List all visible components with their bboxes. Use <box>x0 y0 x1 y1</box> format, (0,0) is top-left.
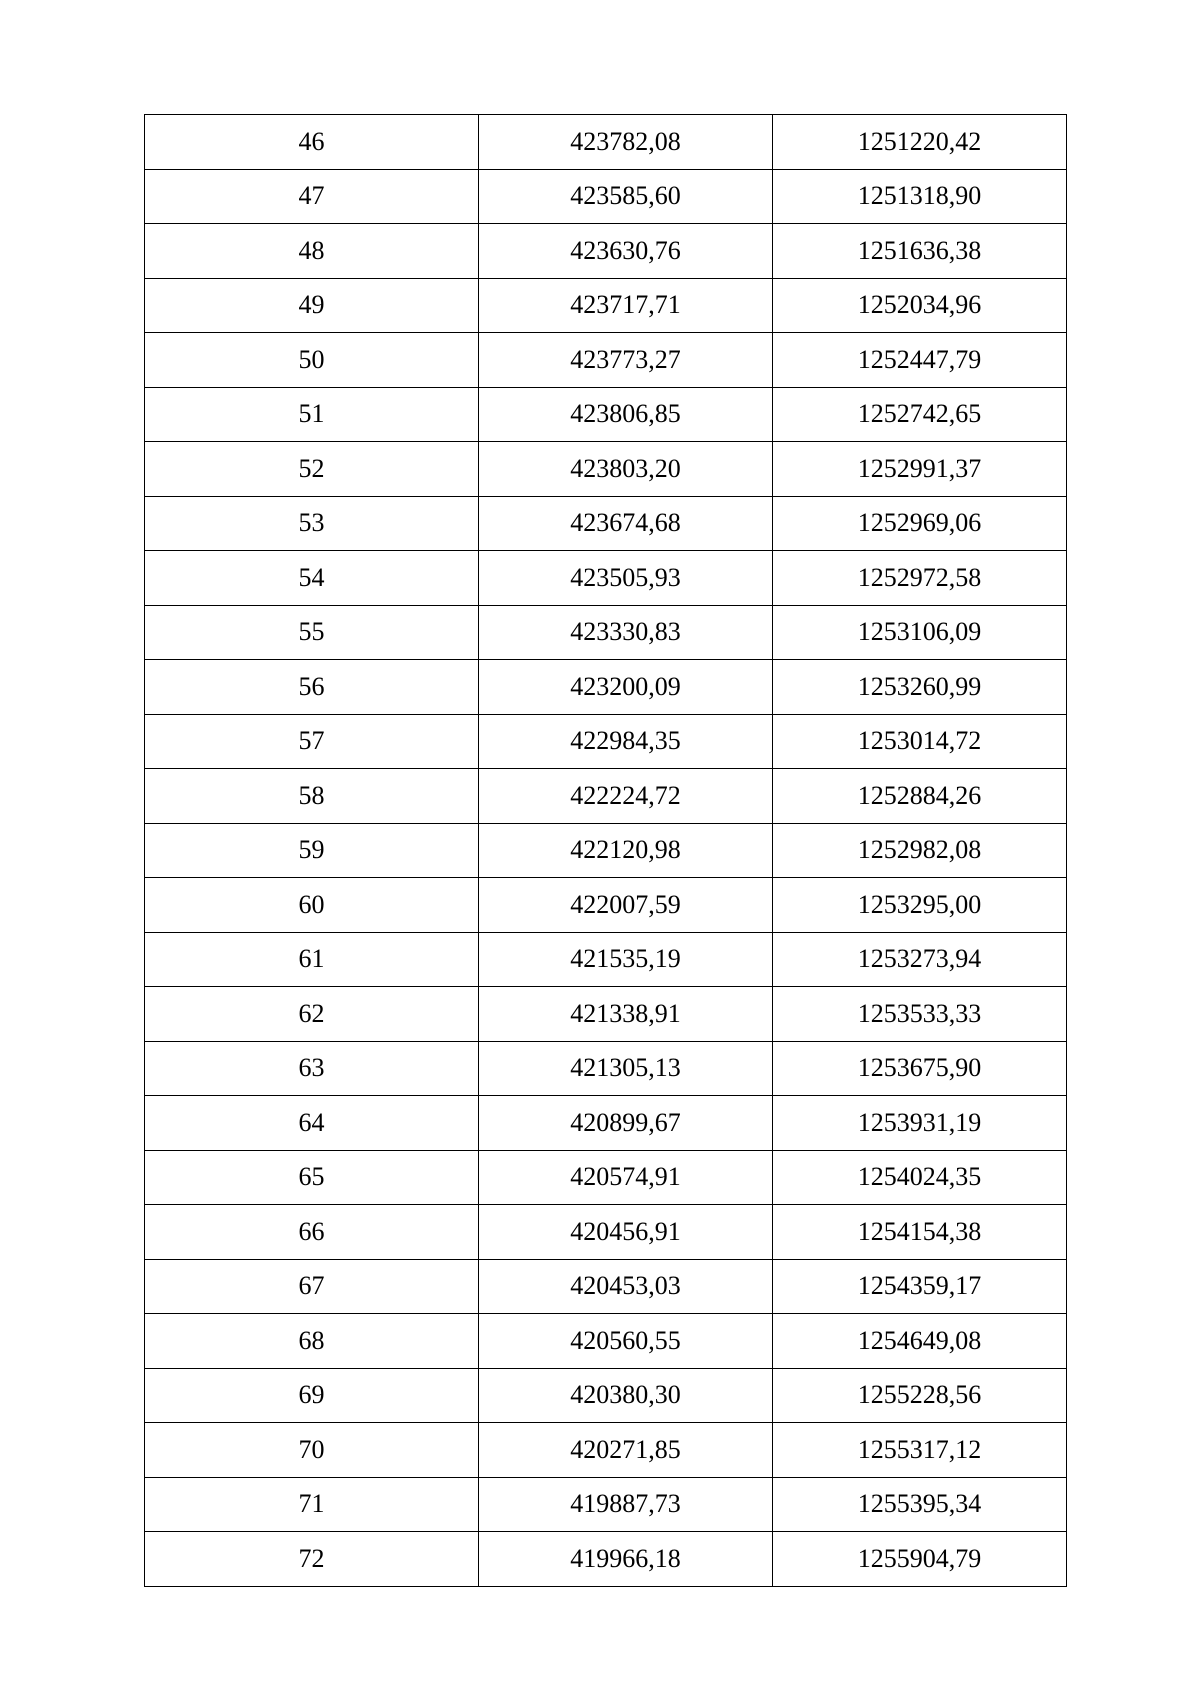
point-number-cell: 63 <box>145 1041 479 1096</box>
point-number-cell: 49 <box>145 278 479 333</box>
point-number-cell: 54 <box>145 551 479 606</box>
x-coordinate-cell: 423803,20 <box>479 442 773 497</box>
point-number-cell: 69 <box>145 1368 479 1423</box>
y-coordinate-cell: 1254024,35 <box>773 1150 1067 1205</box>
point-number-cell: 53 <box>145 496 479 551</box>
point-number-cell: 55 <box>145 605 479 660</box>
y-coordinate-cell: 1253533,33 <box>773 987 1067 1042</box>
x-coordinate-cell: 423717,71 <box>479 278 773 333</box>
x-coordinate-cell: 420899,67 <box>479 1096 773 1151</box>
x-coordinate-cell: 420574,91 <box>479 1150 773 1205</box>
y-coordinate-cell: 1255228,56 <box>773 1368 1067 1423</box>
y-coordinate-cell: 1253295,00 <box>773 878 1067 933</box>
point-number-cell: 66 <box>145 1205 479 1260</box>
y-coordinate-cell: 1252034,96 <box>773 278 1067 333</box>
point-number-cell: 61 <box>145 932 479 987</box>
y-coordinate-cell: 1251220,42 <box>773 115 1067 170</box>
y-coordinate-cell: 1251318,90 <box>773 169 1067 224</box>
y-coordinate-cell: 1255904,79 <box>773 1532 1067 1587</box>
table-row <box>145 551 1067 606</box>
point-number-cell: 70 <box>145 1423 479 1478</box>
point-number-cell: 48 <box>145 224 479 279</box>
point-number-cell: 67 <box>145 1259 479 1314</box>
y-coordinate-cell: 1252447,79 <box>773 333 1067 388</box>
table-row <box>145 496 1067 551</box>
x-coordinate-cell: 423330,83 <box>479 605 773 660</box>
y-coordinate-cell: 1255317,12 <box>773 1423 1067 1478</box>
table-row <box>145 1477 1067 1532</box>
y-coordinate-cell: 1251636,38 <box>773 224 1067 279</box>
coordinates-table-body <box>145 115 1067 1587</box>
table-row <box>145 442 1067 497</box>
y-coordinate-cell: 1252969,06 <box>773 496 1067 551</box>
x-coordinate-cell: 422007,59 <box>479 878 773 933</box>
table-row <box>145 1259 1067 1314</box>
x-coordinate-cell: 423773,27 <box>479 333 773 388</box>
y-coordinate-cell: 1253675,90 <box>773 1041 1067 1096</box>
y-coordinate-cell: 1254649,08 <box>773 1314 1067 1369</box>
x-coordinate-cell: 420380,30 <box>479 1368 773 1423</box>
table-row <box>145 1041 1067 1096</box>
y-coordinate-cell: 1253014,72 <box>773 714 1067 769</box>
table-row <box>145 1423 1067 1478</box>
x-coordinate-cell: 423674,68 <box>479 496 773 551</box>
y-coordinate-cell: 1255395,34 <box>773 1477 1067 1532</box>
point-number-cell: 65 <box>145 1150 479 1205</box>
x-coordinate-cell: 423782,08 <box>479 115 773 170</box>
x-coordinate-cell: 423806,85 <box>479 387 773 442</box>
table-row <box>145 333 1067 388</box>
point-number-cell: 68 <box>145 1314 479 1369</box>
table-row <box>145 1368 1067 1423</box>
table-row <box>145 278 1067 333</box>
point-number-cell: 60 <box>145 878 479 933</box>
point-number-cell: 47 <box>145 169 479 224</box>
point-number-cell: 46 <box>145 115 479 170</box>
y-coordinate-cell: 1252884,26 <box>773 769 1067 824</box>
x-coordinate-cell: 421535,19 <box>479 932 773 987</box>
x-coordinate-cell: 420271,85 <box>479 1423 773 1478</box>
table-row <box>145 1096 1067 1151</box>
table-row <box>145 878 1067 933</box>
x-coordinate-cell: 422224,72 <box>479 769 773 824</box>
table-row <box>145 769 1067 824</box>
table-row <box>145 605 1067 660</box>
table-row <box>145 987 1067 1042</box>
x-coordinate-cell: 423505,93 <box>479 551 773 606</box>
y-coordinate-cell: 1252991,37 <box>773 442 1067 497</box>
table-row <box>145 1314 1067 1369</box>
table-row <box>145 932 1067 987</box>
point-number-cell: 50 <box>145 333 479 388</box>
table-row <box>145 660 1067 715</box>
y-coordinate-cell: 1253260,99 <box>773 660 1067 715</box>
y-coordinate-cell: 1254359,17 <box>773 1259 1067 1314</box>
point-number-cell: 59 <box>145 823 479 878</box>
x-coordinate-cell: 420453,03 <box>479 1259 773 1314</box>
point-number-cell: 71 <box>145 1477 479 1532</box>
table-row <box>145 169 1067 224</box>
table-row <box>145 224 1067 279</box>
point-number-cell: 56 <box>145 660 479 715</box>
x-coordinate-cell: 419966,18 <box>479 1532 773 1587</box>
x-coordinate-cell: 421305,13 <box>479 1041 773 1096</box>
table-row <box>145 714 1067 769</box>
point-number-cell: 57 <box>145 714 479 769</box>
x-coordinate-cell: 423585,60 <box>479 169 773 224</box>
x-coordinate-cell: 420456,91 <box>479 1205 773 1260</box>
y-coordinate-cell: 1252982,08 <box>773 823 1067 878</box>
y-coordinate-cell: 1252972,58 <box>773 551 1067 606</box>
table-row <box>145 823 1067 878</box>
x-coordinate-cell: 421338,91 <box>479 987 773 1042</box>
x-coordinate-cell: 422120,98 <box>479 823 773 878</box>
point-number-cell: 52 <box>145 442 479 497</box>
y-coordinate-cell: 1253106,09 <box>773 605 1067 660</box>
y-coordinate-cell: 1253273,94 <box>773 932 1067 987</box>
point-number-cell: 51 <box>145 387 479 442</box>
x-coordinate-cell: 423630,76 <box>479 224 773 279</box>
table-row <box>145 115 1067 170</box>
point-number-cell: 64 <box>145 1096 479 1151</box>
x-coordinate-cell: 423200,09 <box>479 660 773 715</box>
coordinates-table <box>144 114 1067 1587</box>
y-coordinate-cell: 1254154,38 <box>773 1205 1067 1260</box>
y-coordinate-cell: 1252742,65 <box>773 387 1067 442</box>
table-row <box>145 1150 1067 1205</box>
point-number-cell: 58 <box>145 769 479 824</box>
x-coordinate-cell: 420560,55 <box>479 1314 773 1369</box>
table-row <box>145 1532 1067 1587</box>
point-number-cell: 62 <box>145 987 479 1042</box>
table-row <box>145 387 1067 442</box>
table-row <box>145 1205 1067 1260</box>
point-number-cell: 72 <box>145 1532 479 1587</box>
x-coordinate-cell: 422984,35 <box>479 714 773 769</box>
y-coordinate-cell: 1253931,19 <box>773 1096 1067 1151</box>
x-coordinate-cell: 419887,73 <box>479 1477 773 1532</box>
